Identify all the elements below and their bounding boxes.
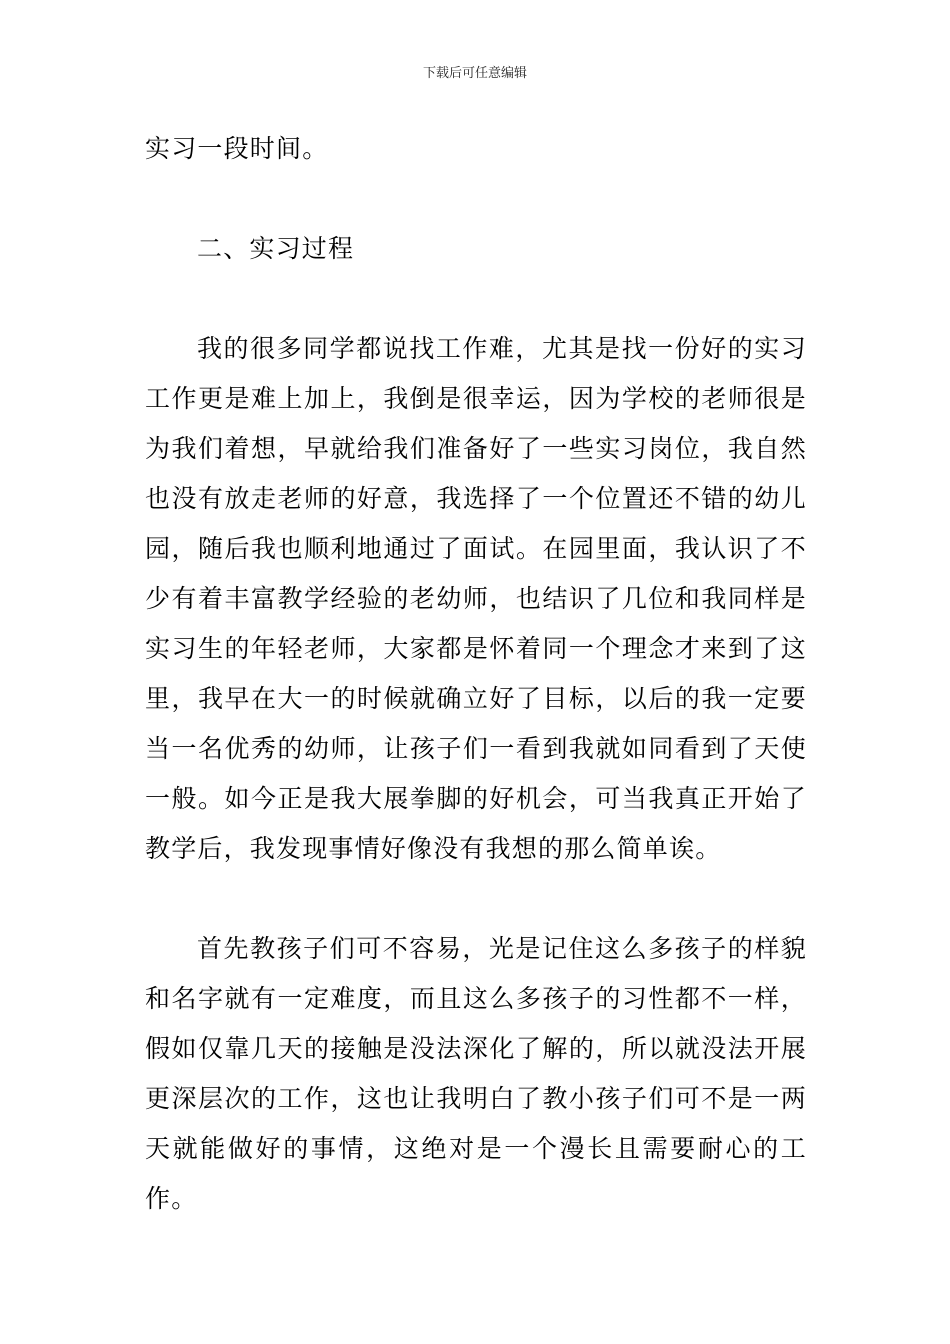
paragraph-gap xyxy=(145,874,807,924)
body-paragraph: 首先教孩子们可不容易，光是记住这么多孩子的样貌和名字就有一定难度，而且这么多孩子的习性都不一样，假如仅靠几天的接触是没法深化了解的，所以就没法开展更深层次的工作，这也让我明白了教小孩子们可不是一两天就能做好的事情，这绝对是一个漫长且需要耐心的工作。 xyxy=(145,934,807,1213)
continuation-text: 实习一段时间。 xyxy=(145,134,329,163)
document-body xyxy=(145,124,807,1224)
page-header: 下载后可任意编辑 xyxy=(422,66,527,81)
body-paragraph: 我的很多同学都说找工作难，尤其是找一份好的实习工作更是难上加上，我倒是很幸运，因为学校的老师很是为我们着想，早就给我们准备好了一些实习岗位，我自然也没有放走老师的好意，我选择了一个位置还不错的幼儿园，随后我也顺利地通过了面试。在园里面，我认识了不少有着丰富教学经验的老幼师，也结识了几位和我同样是实习生的年轻老师，大家都是怀着同一个理念才来到了这里，我早在大一的时候就确立好了目标，以后的我一定要当一名优秀的幼师，让孩子们一看到我就如同看到了天使一般。如今正是我大展拳脚的好机会，可当我真正开始了教学后，我发现事情好像没有我想的那么简单诶。 xyxy=(145,334,807,863)
paragraph-gap xyxy=(145,174,807,224)
section-heading: 二、实习过程 xyxy=(197,234,355,263)
paragraph-gap xyxy=(145,274,807,324)
